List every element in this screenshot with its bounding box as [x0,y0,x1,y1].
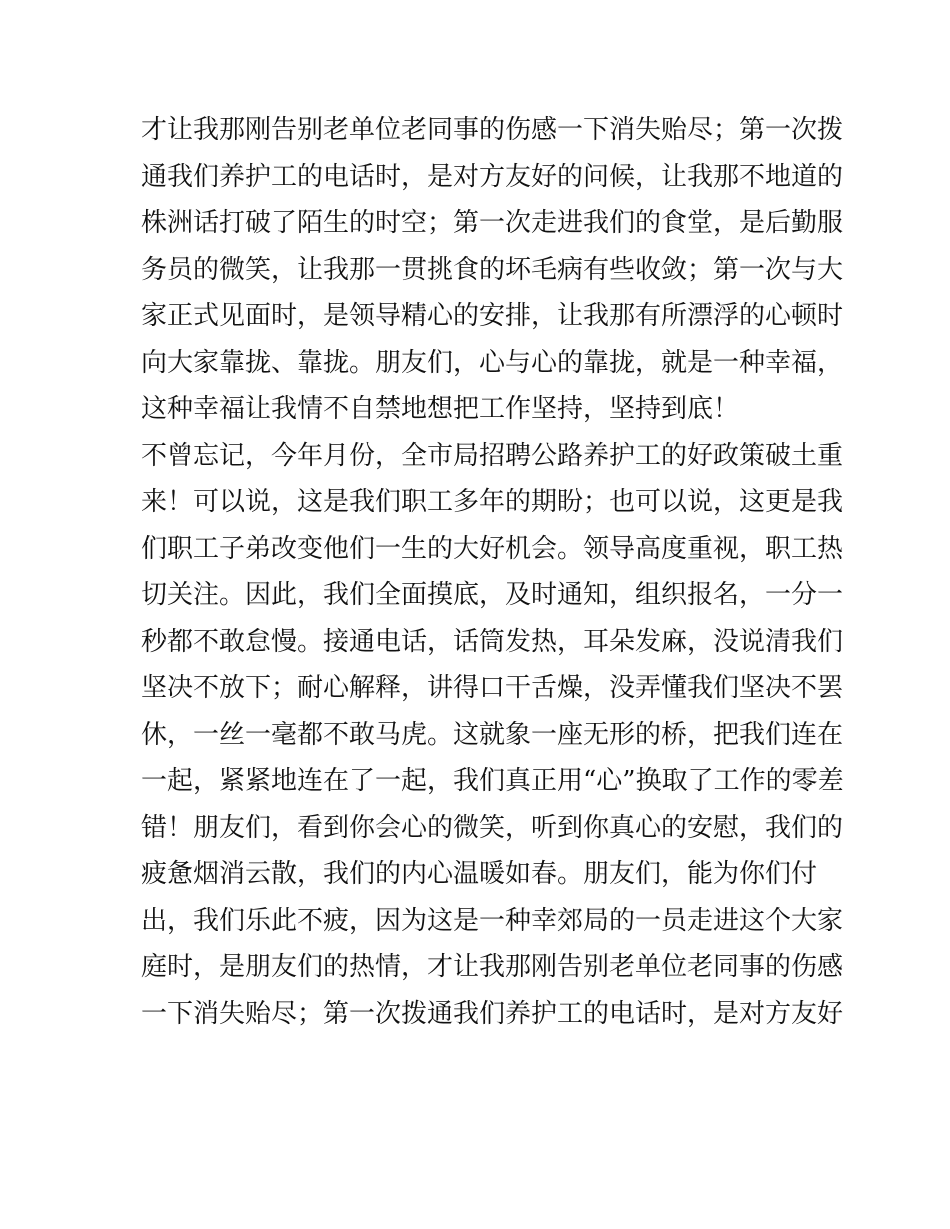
text-line: 来！可以说，这是我们职工多年的期盼；也可以说，这更是我 [141,487,844,517]
text-line: 株洲话打破了陌生的时空；第一次走进我们的食堂，是后勤服 [141,208,844,238]
text-line: 出，我们乐此不疲，因为这是一种幸郊局的一员走进这个大家 [141,905,844,936]
text-line: 这种幸福让我情不自禁地想把工作坚持，坚持到底！ [141,394,740,424]
text-line: 坚决不放下；耐心解释，讲得口干舌燥，没弄懂我们坚决不罢 [141,673,844,703]
text-line: 一起，紧紧地连在了一起，我们真正用“心”换取了工作的零差 [141,766,844,796]
text-line: 庭时，是朋友们的热情，才让我那刚告别老单位老同事的伤感 [141,952,844,982]
body-text [141,107,844,1037]
text-line: 向大家靠拢、靠拢。朋友们，心与心的靠拢，就是一种幸福， [141,347,844,378]
text-line: 错！朋友们，看到你会心的微笑，听到你真心的安慰，我们的 [141,812,844,843]
text-line: 务员的微笑，让我那一贯挑食的坏毛病有些收敛；第一次与大 [141,254,844,285]
text-line: 不曾忘记，今年月份，全市局招聘公路养护工的好政策破土重 [141,440,844,471]
text-line: 休，一丝一毫都不敢马虎。这就象一座无形的桥，把我们连在 [141,719,844,750]
text-line: 一下消失贻尽；第一次拨通我们养护工的电话时，是对方友好 [141,998,844,1029]
text-line: 秒都不敢怠慢。接通电话，话筒发热，耳朵发麻，没说清我们 [141,626,844,657]
text-line: 才让我那刚告别老单位老同事的伤感一下消失贻尽；第一次拨 [141,115,844,145]
text-line: 切关注。因此，我们全面摸底，及时通知，组织报名，一分一 [141,580,844,610]
text-line: 们职工子弟改变他们一生的大好机会。领导高度重视，职工热 [141,533,844,564]
text-line: 疲惫烟消云散，我们的内心温暖如春。朋友们，能为你们付 [141,859,818,889]
text-line: 通我们养护工的电话时，是对方友好的问候，让我那不地道的 [141,161,844,192]
text-line: 家正式见面时，是领导精心的安排，让我那有所漂浮的心顿时 [141,301,844,331]
